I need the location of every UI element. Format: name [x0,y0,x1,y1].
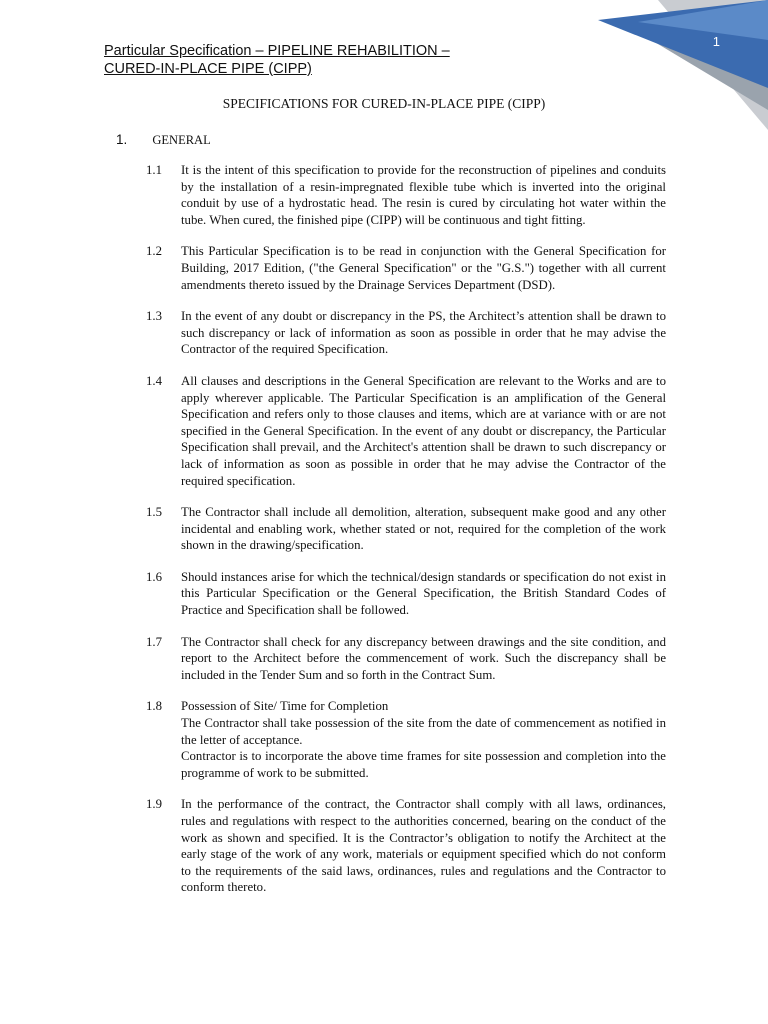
clause-1-4 [146,373,666,489]
clause-1-1 [146,162,666,228]
document-title: SPECIFICATIONS FOR CURED-IN-PLACE PIPE (CIPP) [222,96,546,111]
clause-1-8 [146,698,666,781]
clause-paragraph: It is the intent of this specification to provide for the reconstruction of pipelines and conduits by the installation of a resin-impregnated flexible tube which is inverted into the original conduit by use of a hydrostatic head. The resin is cured by circulating hot water within the tube. When cured, the finished pipe (CIPP) will be continuous and tight fitting. [181,163,666,227]
clause-number: 1.8 [146,699,162,714]
clause-number: 1.6 [146,569,162,584]
clause-body [181,796,666,896]
clause-1-2 [146,243,666,293]
clause-number: 1.5 [146,505,162,520]
clause-body [181,634,666,684]
clause-paragraph: The Contractor shall take possession of the site from the date of commencement as notified in the letter of acceptance. [181,716,666,747]
clause-number: 1.1 [146,163,162,177]
clause-1-3 [146,308,666,358]
clause-number: 1.9 [146,797,162,812]
section-heading [116,132,211,148]
header-line-1: Particular Specification – PIPELINE REHABILITION – [104,43,450,59]
section-number: 1. [116,132,128,147]
page-number: 1 [712,34,720,49]
clause-number: 1.7 [146,634,162,649]
clause-number: 1.4 [146,373,162,388]
clause-number: 1.2 [146,244,162,259]
clause-paragraph: Possession of Site/ Time for Completion [181,699,389,714]
clause-body [181,308,666,358]
clause-paragraph: Contractor is to incorporate the above time frames for site possession and completion into the programme of work to be submitted. [181,749,666,780]
section-title: GENERAL [152,133,211,147]
clause-1-9 [146,796,666,896]
clause-body [181,698,666,781]
clause-list [146,162,666,911]
clause-body [181,162,666,228]
clause-paragraph: This Particular Specification is to be read in conjunction with the General Specification for Building, 2017 Edition, ("the General Specification" or the "G.S.") together with all current amendments thereto issued by the Drainage Services Department (DSD). [181,244,666,292]
clause-body [181,243,666,293]
clause-1-7 [146,634,666,684]
clause-body [181,504,666,554]
clause-paragraph: The Contractor shall check for any discrepancy between drawings and the site condition, and report to the Architect before the commencement of work. Such the discrepancy shall be included in the Tender Sum and so forth in the Contract Sum. [181,634,666,682]
clause-number: 1.3 [146,309,162,324]
clause-paragraph: All clauses and descriptions in the General Specification are relevant to the Works and are to apply wherever applicable. The Particular Specification is an amplification of the General Specification and refers only to those clauses and items, which are at variance with or are not specified in the General Specification. In the event of any doubt or discrepancy, the Particular Specification shall prevail, and the Architect's attention shall be drawn to such discrepancy or lack of information as soon as possible in order that he may advise the Contractor of the required specification. [181,373,666,488]
clause-1-6 [146,569,666,619]
clause-body [181,373,666,489]
clause-paragraph: In the performance of the contract, the Contractor shall comply with all laws, ordinances, rules and regulations with respect to the authorities concerned, bearing on the conduct of the work as shown and specified. It is the Contractor’s obligation to notify the Architect at the early stage of the work of any work, materials or equipment specified which do not conform to the requirements of the said laws, ordinances, rules and regulations and the Contractor to conform thereto. [181,797,666,895]
header-line-2: CURED-IN-PLACE PIPE (CIPP) [104,61,312,77]
clause-paragraph: In the event of any doubt or discrepancy in the PS, the Architect’s attention shall be drawn to such discrepancy or lack of information as soon as possible in order that he may advise the Contractor of the required Specification. [181,309,666,357]
page-header [104,42,450,78]
clause-paragraph: Should instances arise for which the technical/design standards or specification do not exist in this Particular Specification or the General Specification, the British Standard Codes of Practice and Specification shall be followed. [181,569,666,618]
clause-1-5 [146,504,666,554]
clause-paragraph: The Contractor shall include all demolition, alteration, subsequent make good and any other incidental and enabling work, whether stated or not, required for the completion of the work shown in the drawing/specification. [181,505,666,553]
clause-body [181,569,666,619]
